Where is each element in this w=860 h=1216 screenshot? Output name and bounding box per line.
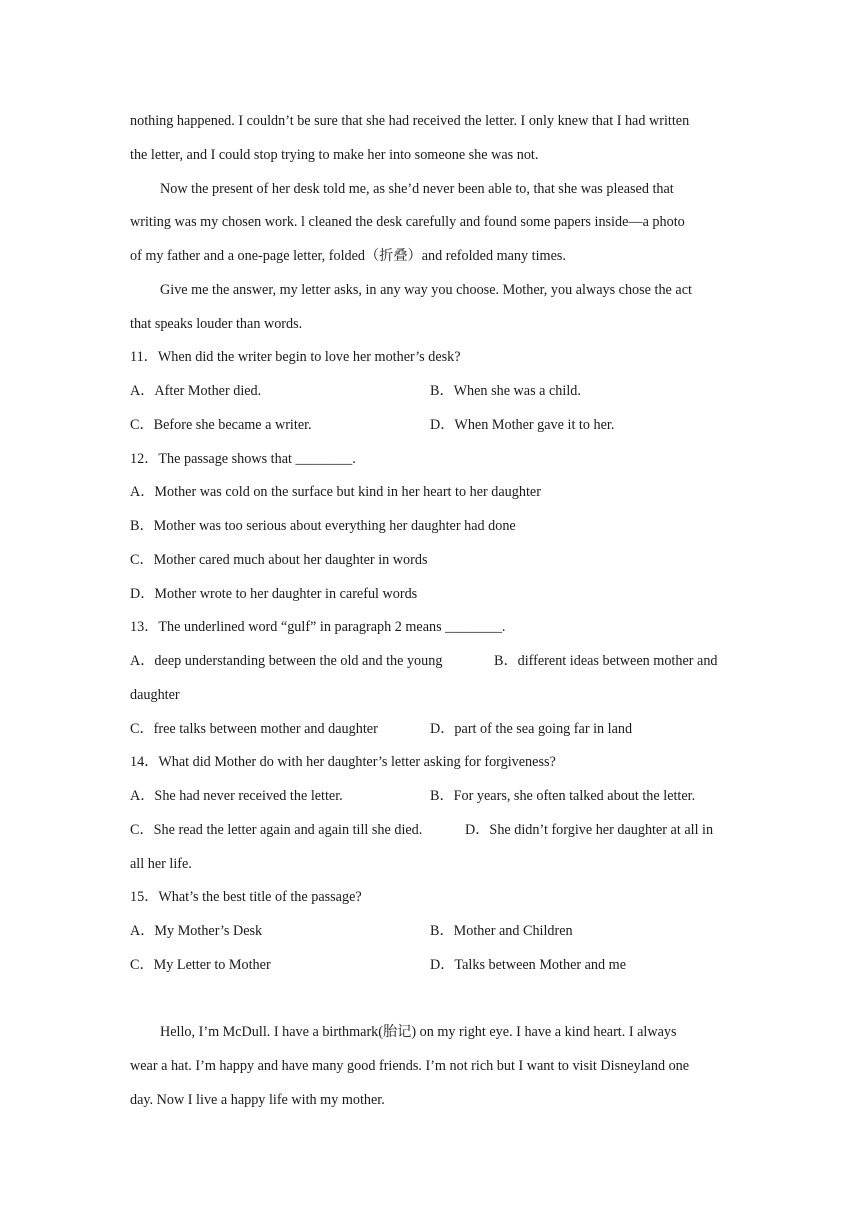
question-14-stem: 14．What did Mother do with her daughter’s letter asking for forgiveness? xyxy=(130,754,556,771)
question-11-options-row-2 xyxy=(130,409,734,443)
question-13-options-row-2 xyxy=(130,713,734,747)
option-b: B．Mother and Children xyxy=(430,923,573,939)
question-11-options-row-1 xyxy=(130,375,734,409)
question-14-options-row-2 xyxy=(130,814,734,848)
option-b: B．Mother was too serious about everything her daughter had done xyxy=(130,518,516,534)
document-page xyxy=(130,105,734,1118)
question-14-options-row-1 xyxy=(130,780,734,814)
question-15-options-row-2 xyxy=(130,949,734,983)
passage-line: nothing happened. I couldn’t be sure that she had received the letter. I only knew that I had written xyxy=(130,113,690,129)
option-a: A．After Mother died. xyxy=(130,383,262,399)
option-c: C．Before she became a writer. xyxy=(130,416,312,433)
question-11-stem: 11．When did the writer begin to love her mother’s desk? xyxy=(130,349,461,366)
question-15-stem: 15．What’s the best title of the passage? xyxy=(130,889,362,906)
passage-line: Now the present of her desk told me, as she’d never been able to, that she was pleased that xyxy=(160,180,674,197)
passage2-line: day. Now I live a happy life with my mother. xyxy=(130,1091,385,1108)
option-c: C．Mother cared much about her daughter in words xyxy=(130,551,428,568)
option-a: A．Mother was cold on the surface but kind in her heart to her daughter xyxy=(130,484,541,501)
question-12-stem: 12．The passage shows that ________. xyxy=(130,450,356,467)
option-b: B．When she was a child. xyxy=(430,383,581,399)
passage-line: Give me the answer, my letter asks, in any way you choose. Mother, you always chose the act xyxy=(160,281,692,298)
question-15-options-row-1 xyxy=(130,915,734,949)
option-d: D．When Mother gave it to her. xyxy=(430,416,615,433)
option-d: D．She didn’t forgive her daughter at all in xyxy=(465,821,714,838)
question-13-stem: 13．The underlined word “gulf” in paragraph 2 means ________. xyxy=(130,619,506,636)
question-13-options-row-1 xyxy=(130,645,734,679)
option-a: A．She had never received the letter. xyxy=(130,788,343,804)
option-d: D．Talks between Mother and me xyxy=(430,956,626,973)
option-b: B．For years, she often talked about the letter. xyxy=(430,788,696,804)
option-b-continued: daughter xyxy=(130,686,180,703)
passage2-line: wear a hat. I’m happy and have many good friends. I’m not rich but I want to visit Disneyland one xyxy=(130,1058,690,1074)
option-a: A．My Mother’s Desk xyxy=(130,923,263,939)
option-d-continued: all her life. xyxy=(130,855,192,872)
option-c: C．She read the letter again and again till she died. xyxy=(130,821,423,838)
passage-line: that speaks louder than words. xyxy=(130,315,303,332)
option-b: B．different ideas between mother and xyxy=(494,653,718,669)
option-d: D．part of the sea going far in land xyxy=(430,720,633,737)
passage2-line: Hello, I’m McDull. I have a birthmark(胎记) on my right eye. I have a kind heart. I always xyxy=(160,1024,677,1041)
section-spacer xyxy=(130,983,734,1017)
option-c: C．My Letter to Mother xyxy=(130,956,271,973)
passage-line: writing was my chosen work. l cleaned the desk carefully and found some papers inside—a photo xyxy=(130,214,685,231)
option-c: C．free talks between mother and daughter xyxy=(130,720,378,737)
passage-line: the letter, and I could stop trying to make her into someone she was not. xyxy=(130,146,539,163)
passage-line: of my father and a one-page letter, folded（折叠）and refolded many times. xyxy=(130,248,566,264)
option-d: D．Mother wrote to her daughter in careful words xyxy=(130,585,418,602)
option-a: A．deep understanding between the old and the young xyxy=(130,653,443,669)
